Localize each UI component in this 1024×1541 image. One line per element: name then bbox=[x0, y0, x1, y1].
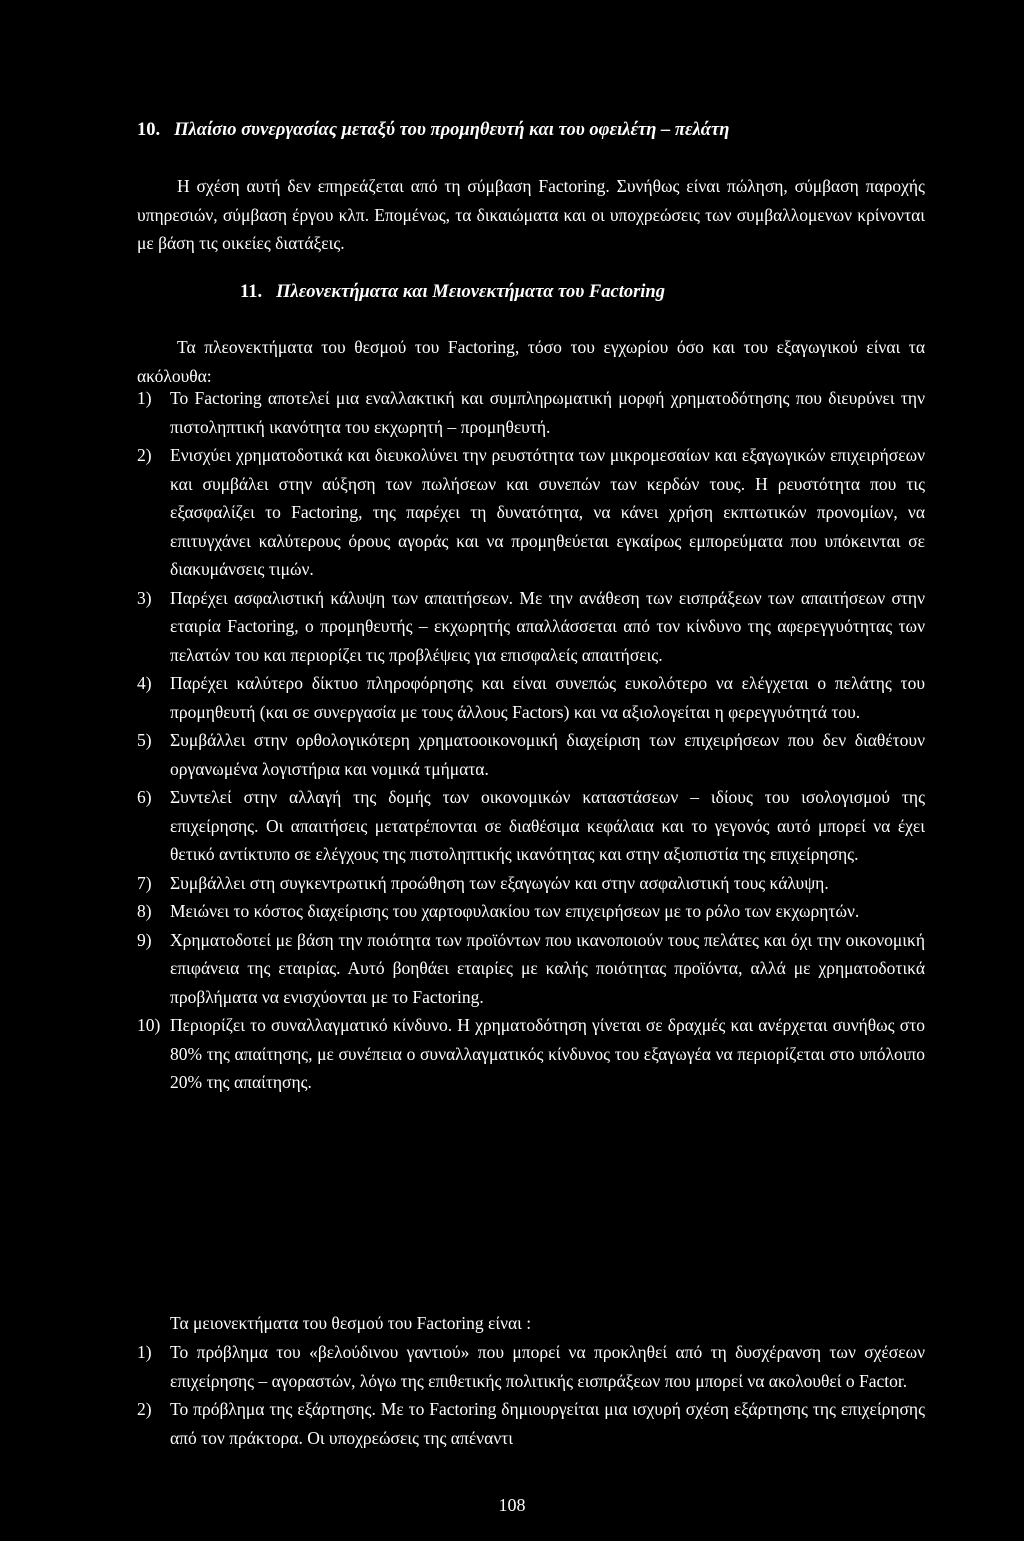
advantages-list bbox=[137, 384, 925, 1097]
section-11-number: 11. bbox=[240, 282, 263, 302]
list-item-text: Περιορίζει το συναλλαγματικό κίνδυνο. Η χρηματοδότηση γίνεται σε δραχμές και ανέρχεται συνήθως στο 80% της απαίτησης, με συνέπεια ο συναλλαγματικός κίνδυνος του εξαγωγέα να περιορίζεται στο υπόλοιπο 20% της απαίτησης. bbox=[170, 1015, 925, 1092]
list-item-number: 6) bbox=[137, 787, 152, 807]
list-item-text: Συντελεί στην αλλαγή της δομής των οικονομικών καταστάσεων – ιδίους του ισολογισμού της επιχείρησης. Οι απαιτήσεις μετατρέπονται σε διαθέσιμα κεφάλαια και το γεγονός αυτό μπορεί να έχει θετικό αντίκτυπο σε ελέγχους της πιστοληπτικής ικανότητας και στην αξιοπιστία της επιχείρησης. bbox=[170, 787, 925, 864]
list-item bbox=[137, 384, 925, 441]
list-item-text: Χρηματοδοτεί με βάση την ποιότητα των προϊόντων που ικανοποιούν τους πελάτες και όχι την οικονομική επιφάνεια της εταιρίας. Αυτό βοηθάει εταιρίες με καλής ποιότητας προϊόντα, αλλά με χρηματοδοτικά προβλήματα να ενισχύονται με το Factoring. bbox=[170, 929, 925, 1007]
list-item-text: Το Factoring αποτελεί μια εναλλακτική και συμπληρωματική μορφή χρηματοδότησης που διευρύνει την πιστοληπτική ικανότητα του εκχωρητή – προμηθευτή. bbox=[170, 388, 925, 437]
list-item-text: Το πρόβλημα του «βελούδινου γαντιού» που μπορεί να προκληθεί από τη δυσχέρανση των σχέσεων επιχείρησης – αγοραστών, λόγω της επιθετικής πολιτικής εισπράξεων που μπορεί να ακολουθεί ο Factor. bbox=[170, 1342, 925, 1391]
list-item bbox=[137, 1011, 925, 1097]
list-item bbox=[137, 1338, 925, 1395]
section-10-paragraph bbox=[137, 172, 925, 258]
list-item bbox=[137, 897, 925, 926]
list-item-text: Το πρόβλημα της εξάρτησης. Με το Factoring δημιουργείται μια ισχυρή σχέση εξάρτησης της επιχείρησης από τον πράκτορα. Οι υποχρεώσεις της απέναντι bbox=[170, 1399, 925, 1448]
list-item-number: 2) bbox=[137, 445, 152, 465]
list-item bbox=[137, 1395, 925, 1452]
list-item-number: 7) bbox=[137, 872, 152, 893]
section-10-title: Πλαίσιο συνεργασίας μεταξύ του προμηθευτή και του οφειλέτη – πελάτη bbox=[174, 120, 730, 140]
list-item bbox=[137, 584, 925, 670]
list-item bbox=[137, 926, 925, 1012]
list-item-text: Συμβάλλει στην ορθολογικότερη χρηματοοικονομική διαχείριση των επιχειρήσεων που δεν διαθέτουν οργανωμένα λογιστήρια και νομικά τμήματα. bbox=[170, 730, 925, 779]
list-item-number: 4) bbox=[137, 673, 152, 693]
list-item-text: Ενισχύει χρηματοδοτικά και διευκολύνει την ρευστότητα των μικρομεσαίων και εξαγωγικών επιχειρήσεων και συμβάλει στην αύξηση των πωλήσεων και συνεπών των κερδών τους. Η ρευστότητα που τις εξασφαλίζει το Factoring, της παρέχει τη δυνατότητα, να κάνει χρήση εκπτωτικών προνομίων, να επιτυγχάνει καλύτερους όρους αγοράς και να προμηθεύεται εγκαίρως εμπορεύματα που υπόκεινται σε διακυμάνσεις τιμών. bbox=[170, 445, 925, 579]
disadvantages-intro: Τα μειονεκτήματα του θεσμού του Factoring είναι : bbox=[170, 1313, 532, 1333]
section-11-title: Πλεονεκτήματα και Μειονεκτήματα του Factoring bbox=[276, 282, 665, 302]
list-item bbox=[137, 726, 925, 783]
list-item-number: 8) bbox=[137, 901, 152, 921]
section-11-intro bbox=[137, 333, 925, 390]
list-item-text: Συμβάλλει στη συγκεντρωτική προώθηση των εξαγωγών και στην ασφαλιστική τους κάλυψη. bbox=[170, 872, 829, 893]
list-item-number: 2) bbox=[137, 1399, 152, 1419]
list-item-number: 10) bbox=[137, 1015, 161, 1035]
list-item-text: Παρέχει καλύτερο δίκτυο πληροφόρησης και είναι συνεπώς ευκολότερο να ελέγχεται ο πελάτης του προμηθευτή (και σε συνεργασία με τους άλλους Factors) και να αξιολογείται η φερεγγυότητά του. bbox=[170, 673, 925, 722]
list-item-number: 3) bbox=[137, 587, 152, 608]
list-item bbox=[137, 669, 925, 726]
list-item bbox=[137, 869, 925, 898]
list-item bbox=[137, 441, 925, 584]
section-10-text: Η σχέση αυτή δεν επηρεάζεται από τη σύμβαση Factoring. Συνήθως είναι πώληση, σύμβαση παροχής υπηρεσιών, σύμβαση έργου κλπ. Επομένως, τα δικαιώματα και οι υποχρεώσεις των συμβαλλομενων κρίνονται με βάση τις οικείες διατάξεις. bbox=[137, 176, 925, 253]
list-item-number: 1) bbox=[137, 1342, 152, 1362]
list-item-text: Παρέχει ασφαλιστική κάλυψη των απαιτήσεων. Με την ανάθεση των εισπράξεων των απαιτήσεων στην εταιρία Factoring, ο προμηθευτής – εκχωρητής απαλλάσσεται από τον κίνδυνο της αφερεγγυότητας των πελατών του και περιορίζει τις προβλέψεις για επισφαλείς απαιτήσεις. bbox=[170, 587, 925, 665]
list-item-text: Μειώνει το κόστος διαχείρισης του χαρτοφυλακίου των επιχειρήσεων με το ρόλο των εκχωρητών. bbox=[170, 901, 860, 921]
list-item-number: 1) bbox=[137, 388, 152, 408]
section-11-intro-text: Τα πλεονεκτήματα του θεσμού του Factoring, τόσο του εγχωρίου όσο και του εξαγωγικού είναι τα ακόλουθα: bbox=[137, 337, 925, 386]
list-item-number: 5) bbox=[137, 730, 152, 750]
section-10-number: 10. bbox=[137, 120, 161, 140]
list-item bbox=[137, 783, 925, 869]
page-number: 108 bbox=[498, 1495, 526, 1515]
section-10-heading bbox=[137, 116, 729, 145]
disadvantages-list bbox=[137, 1338, 925, 1452]
section-11-heading bbox=[240, 278, 665, 307]
list-item-number: 9) bbox=[137, 929, 152, 950]
